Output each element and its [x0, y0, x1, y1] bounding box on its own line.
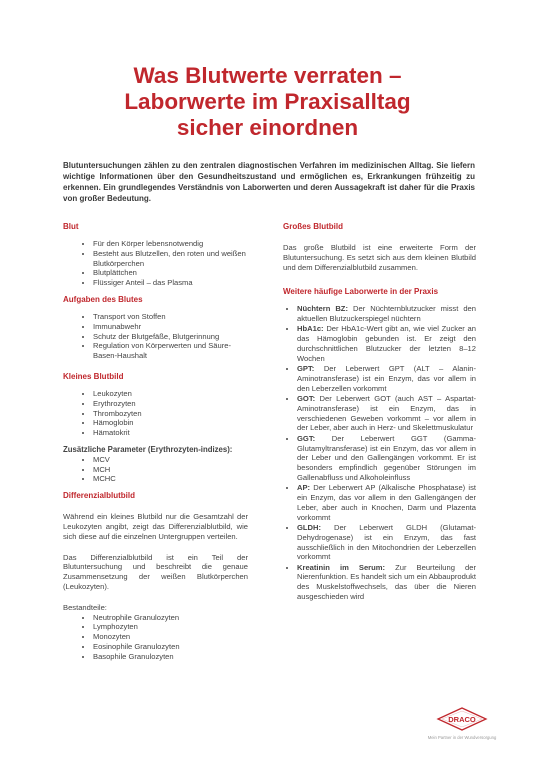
laborwert-item	[297, 364, 476, 393]
laborwert-term: GOT:	[297, 394, 316, 404]
grosses-blutbild-text: Das große Blutbild ist eine erweiterte Form der Blutuntersuchung. Es setzt sich aus dem kleinen Blutbild und dem Differenzialblutbild zusammen.	[283, 243, 476, 272]
list-item: • Blutplättchen	[93, 268, 248, 278]
heading-weitere-laborwerte: Weitere häufige Laborwerte in der Praxis	[283, 287, 439, 297]
laborwert-term: AP:	[297, 483, 311, 493]
laborwert-term: GLDH:	[297, 522, 322, 532]
laborwert-item	[297, 394, 476, 433]
laborwert-item	[297, 523, 476, 562]
laborwert-term: Kreatinin im Serum:	[297, 562, 386, 572]
laborwert-item	[297, 563, 476, 602]
laborwert-item	[297, 434, 476, 483]
heading-blut: Blut	[63, 222, 79, 231]
intro-paragraph: Blutuntersuchungen zählen zu den zentralen diagnostischen Verfahren im medizinischen Alltag. Sie liefern wichtige Informationen über den Gesundheitszustand und ermöglichen es, Erkrankungen frühzeitig zu erkennen. Ein grundlegendes Verständnis von Laborwerten und deren Aussagekraft ist daher für die Praxis von großer Bedeutung.	[63, 161, 475, 203]
heading-differenzialblutbild: Differenzialblutbild	[63, 491, 135, 501]
laborwert-item	[297, 324, 476, 363]
list-item: • MCHC	[93, 474, 248, 484]
differenzial-paragraph-1: Während ein kleines Blutbild nur die Gesamtzahl der Leukozyten angibt, zeigt das Differenzialblutbild, wie sich diese auf die einzelnen Untergruppen verteilen.	[63, 512, 248, 541]
list-laborwerte	[283, 304, 476, 601]
right-column	[283, 222, 476, 602]
list-item: • Erythrozyten	[93, 399, 248, 409]
list-item: • Leukozyten	[93, 389, 248, 399]
laborwert-text: Der Leberwert AP (Alkalische Phosphatase) ist ein Enzym, das vor allem in den Gallengängen der Leber, aber auch in Knochen, Darm und Plazenta vorkommt	[297, 483, 476, 522]
laborwert-text: Zur Beurteilung der Nierenfunktion. Es handelt sich um ein Abbauprodukt des Muskelstoffwechsels, das über die Nieren ausgeschieden wird	[297, 562, 476, 601]
laborwert-term: GPT:	[297, 364, 315, 374]
laborwert-term: Nüchtern BZ:	[297, 304, 348, 314]
list-item: • MCH	[93, 465, 248, 475]
logo-wordmark: DRACO	[448, 714, 476, 724]
list-kleines-blutbild	[63, 389, 248, 438]
list-item: • Eosinophile Granulozyten	[93, 642, 248, 652]
list-blut	[63, 239, 248, 288]
list-item: • Transport von Stoffen	[93, 312, 248, 322]
list-item: • Basophile Granulozyten	[93, 652, 248, 662]
list-item: • Lymphozyten	[93, 622, 248, 632]
list-aufgaben	[63, 312, 248, 361]
laborwert-text: Der Leberwert GPT (ALT – Alanin-Aminotransferase) ist ein Enzym, das vor allem in den Leberzellen vorkommt	[297, 364, 476, 393]
laborwert-text: Der Leberwert GLDH (Glutamat-Dehydrogenase) ist ein Enzym, das fast ausschließlich in den Mitochondrien der Leberzellen vorkommt	[297, 522, 476, 562]
list-item: • Immunabwehr	[93, 322, 248, 332]
heading-grosses-blutbild: Großes Blutbild	[283, 222, 343, 231]
laborwert-item	[297, 483, 476, 522]
list-item: • MCV	[93, 455, 248, 465]
laborwert-text: Der HbA1c-Wert gibt an, wie viel Zucker an das Hämoglobin gebunden ist. Er zeigt den durchschnittlichen Blutzucker der letzten 8–12 Wochen	[297, 324, 476, 363]
page-title	[40, 63, 495, 141]
list-zusaetzliche-parameter	[63, 455, 248, 484]
bestandteile-label: Bestandteile:	[63, 602, 107, 612]
logo-tagline: Mein Partner in der Wundversorgung	[427, 735, 497, 740]
draco-logo	[426, 705, 498, 749]
laborwert-text: Der Leberwert GGT (Gamma-Glutamyltransferase) ist ein Enzym, das vor allem in der Leber und den Gallengängen vorkommt. Er ist besonders empfindlich gegenüber Störungen im Gallenabfluss und Alkoholeinfluss	[297, 433, 476, 482]
list-item: • Schutz der Blutgefäße, Blutgerinnung	[93, 332, 248, 342]
laborwert-term: GGT:	[297, 433, 316, 443]
list-bestandteile	[63, 613, 248, 662]
list-item: • Thrombozyten	[93, 409, 248, 419]
list-item: • Für den Körper lebensnotwendig	[93, 239, 248, 249]
list-item: • Monozyten	[93, 632, 248, 642]
title-line-2: Laborwerte im Praxisalltag	[124, 89, 411, 114]
left-column	[63, 222, 248, 662]
laborwert-item	[297, 304, 476, 324]
differenzial-paragraph-2: Das Differenzialblutbild ist ein Teil der Blutuntersuchung und beschreibt die genaue Zusammensetzung der weißen Blutkörperchen (Leukozyten).	[63, 552, 248, 591]
list-item: • Flüssiger Anteil – das Plasma	[93, 278, 248, 288]
laborwert-term: HbA1c:	[297, 324, 324, 334]
list-item: • Regulation von Körperwerten und Säure-Basen-Haushalt	[93, 341, 248, 361]
laborwert-text: Der Nüchternblutzucker misst den aktuellen Blutzuckerspiegel nüchtern	[297, 304, 477, 324]
title-line-3: sicher einordnen	[176, 115, 359, 140]
list-item: • Hämoglobin	[93, 418, 248, 428]
heading-aufgaben: Aufgaben des Blutes	[63, 294, 143, 304]
title-line-1: Was Blutwerte verraten –	[133, 63, 402, 88]
laborwert-text: Der Leberwert GOT (auch AST – Aspartat-Aminotransferase) ist ein Enzym, das in verschiedenen Geweben vorkommt – vor allem in der Leber, aber auch in Herz- und Skelettmuskulatur	[297, 394, 476, 433]
list-item: • Besteht aus Blutzellen, den roten und weißen Blutkörperchen	[93, 249, 248, 269]
list-item: • Hämatokrit	[93, 428, 248, 438]
list-item: • Neutrophile Granulozyten	[93, 613, 248, 623]
heading-kleines-blutbild: Kleines Blutbild	[63, 371, 124, 381]
heading-zusaetzliche-parameter: Zusätzliche Parameter (Erythrozyten-indizes):	[63, 444, 233, 454]
